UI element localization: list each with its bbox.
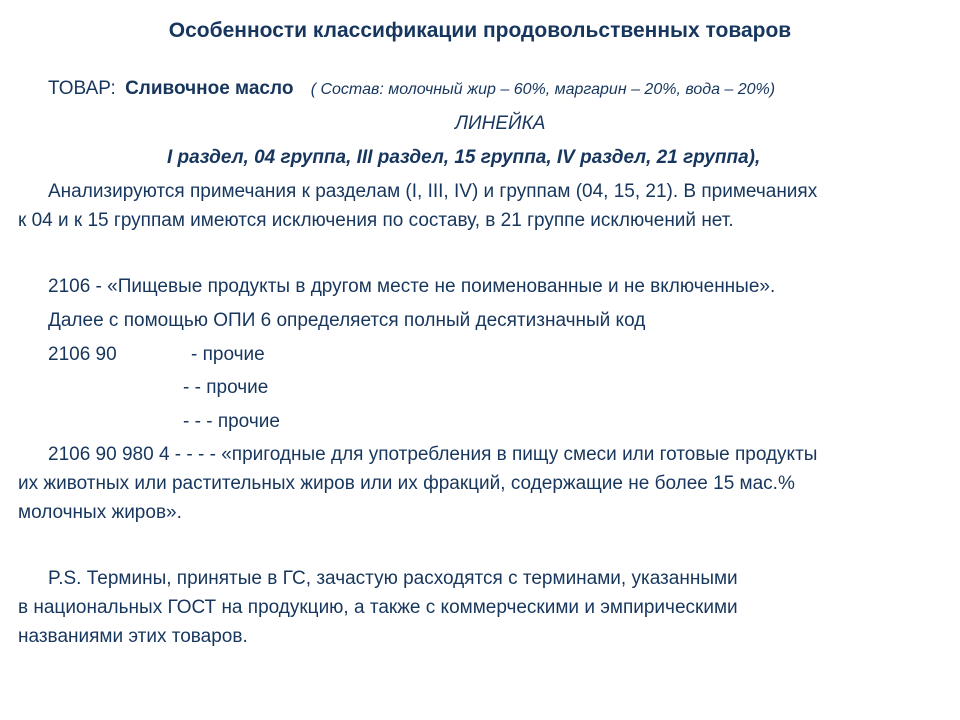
ps-line-2: в национальных ГОСТ на продукцию, а также с коммерческими и эмпирическими xyxy=(18,597,738,618)
prochie-level-3: - - - прочие xyxy=(183,411,280,432)
analysis-line-1: Анализируются примечания к разделам (I, III, IV) и группам (04, 15, 21). В примечаниях xyxy=(48,181,818,202)
final-code-line-1: 2106 90 980 4 - - - - «пригодные для употребления в пищу смеси или готовые продукты xyxy=(48,444,818,465)
code-2106-90: 2106 90 xyxy=(48,344,117,365)
final-code-line-3: молочных жиров». xyxy=(18,502,182,523)
analysis-line-2: к 04 и к 15 группам имеются исключения по составу, в 21 группе исключений нет. xyxy=(18,210,734,231)
slide-title: Особенности классификации продовольственных товаров xyxy=(168,19,792,42)
product-label: ТОВАР: xyxy=(48,78,116,99)
ps-line-3: названиями этих товаров. xyxy=(18,626,248,647)
product-line xyxy=(48,77,775,102)
prochie-level-2: - - прочие xyxy=(183,377,269,398)
sections-line: I раздел, 04 группа, III раздел, 15 группа, IV раздел, 21 группа), xyxy=(167,147,761,168)
ps-line-1: P.S. Термины, принятые в ГС, зачастую расходятся с терминами, указанными xyxy=(48,568,738,589)
final-code-line-2: их животных или растительных жиров или их фракций, содержащие не более 15 мас.% xyxy=(18,473,795,494)
product-composition: ( Состав: молочный жир – 60%, маргарин – 20%, вода – 20%) xyxy=(310,81,776,98)
prochie-level-1: - прочие xyxy=(191,344,265,365)
product-name: Сливочное масло xyxy=(125,78,294,99)
heading-2106: 2106 - «Пищевые продукты в другом месте не поименованные и не включенные». xyxy=(48,276,776,297)
opi-line: Далее с помощью ОПИ 6 определяется полный десятизначный код xyxy=(48,310,646,331)
ruler-label: ЛИНЕЙКА xyxy=(455,113,546,134)
